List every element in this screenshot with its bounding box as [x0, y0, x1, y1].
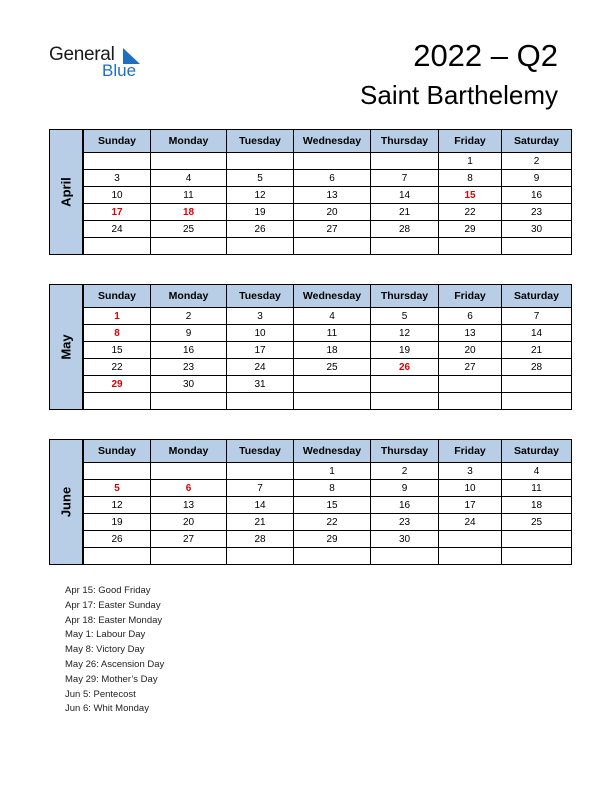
day-cell: 5: [371, 308, 439, 325]
day-cell: 15: [294, 497, 371, 514]
month-label-column: [49, 129, 83, 255]
holiday-day-cell: 8: [84, 325, 151, 342]
weekday-header: Wednesday: [294, 130, 371, 153]
weekday-header: Saturday: [502, 440, 572, 463]
week-row: [84, 238, 572, 255]
day-cell: [151, 463, 227, 480]
day-cell: 20: [294, 204, 371, 221]
day-cell: [371, 238, 439, 255]
weekday-header: Sunday: [84, 130, 151, 153]
month-label-column: [49, 284, 83, 410]
holiday-list-item: Apr 15: Good Friday: [65, 585, 151, 596]
day-cell: [227, 393, 294, 410]
day-cell: 10: [439, 480, 502, 497]
week-row: [84, 359, 572, 376]
week-row: [84, 342, 572, 359]
day-cell: 6: [439, 308, 502, 325]
day-cell: 27: [151, 531, 227, 548]
day-cell: [84, 153, 151, 170]
month-block-may: [49, 284, 564, 410]
weekday-header: Sunday: [84, 440, 151, 463]
day-cell: 9: [502, 170, 572, 187]
day-cell: 29: [439, 221, 502, 238]
day-cell: 8: [439, 170, 502, 187]
day-cell: 31: [227, 376, 294, 393]
day-cell: [151, 393, 227, 410]
holiday-list-item: May 1: Labour Day: [65, 629, 146, 641]
weekday-header: Sunday: [84, 285, 151, 308]
calendar-table: [83, 284, 572, 410]
day-cell: [294, 153, 371, 170]
day-cell: 24: [439, 514, 502, 531]
week-row: [84, 308, 572, 325]
holiday-list-item: Jun 6: Whit Monday: [65, 703, 149, 715]
day-cell: 24: [227, 359, 294, 376]
page-subtitle: Saint Barthelemy: [360, 80, 558, 110]
holiday-list-item: Jun 5: Pentecost: [65, 688, 136, 700]
week-row: [84, 187, 572, 204]
day-cell: 7: [371, 170, 439, 187]
day-cell: 9: [371, 480, 439, 497]
day-cell: 15: [84, 342, 151, 359]
day-cell: 16: [371, 497, 439, 514]
holiday-day-cell: 1: [84, 308, 151, 325]
day-cell: [294, 393, 371, 410]
week-row: [84, 221, 572, 238]
day-cell: 17: [439, 497, 502, 514]
week-row: [84, 531, 572, 548]
day-cell: 12: [227, 187, 294, 204]
day-cell: 1: [439, 153, 502, 170]
day-cell: 21: [227, 514, 294, 531]
day-cell: 16: [151, 342, 227, 359]
day-cell: 19: [227, 204, 294, 221]
day-cell: 10: [84, 187, 151, 204]
day-cell: 3: [227, 308, 294, 325]
day-cell: 7: [227, 480, 294, 497]
day-cell: 4: [294, 308, 371, 325]
month-block-june: [49, 439, 564, 565]
day-cell: 28: [227, 531, 294, 548]
weekday-header-row: [84, 440, 572, 463]
weekday-header: Thursday: [371, 285, 439, 308]
day-cell: 10: [227, 325, 294, 342]
day-cell: 22: [294, 514, 371, 531]
day-cell: 13: [439, 325, 502, 342]
month-label: June: [58, 486, 74, 518]
day-cell: 21: [502, 342, 572, 359]
day-cell: 20: [439, 342, 502, 359]
day-cell: 25: [151, 221, 227, 238]
day-cell: [371, 153, 439, 170]
holiday-list-item: Apr 17: Easter Sunday: [65, 599, 161, 611]
day-cell: [371, 393, 439, 410]
day-cell: [439, 376, 502, 393]
day-cell: 18: [502, 497, 572, 514]
weekday-header: Monday: [151, 130, 227, 153]
day-cell: 26: [227, 221, 294, 238]
day-cell: 25: [502, 514, 572, 531]
week-row: [84, 480, 572, 497]
day-cell: 27: [439, 359, 502, 376]
day-cell: [502, 238, 572, 255]
day-cell: [439, 548, 502, 565]
holiday-list-item: May 8: Victory Day: [65, 644, 145, 656]
day-cell: 2: [371, 463, 439, 480]
month-label: May: [58, 334, 74, 360]
day-cell: [151, 548, 227, 565]
day-cell: 17: [227, 342, 294, 359]
day-cell: 3: [439, 463, 502, 480]
holiday-day-cell: 26: [371, 359, 439, 376]
holiday-list-item: Apr 18: Easter Monday: [65, 614, 163, 626]
week-row: [84, 153, 572, 170]
day-cell: [151, 153, 227, 170]
day-cell: [227, 548, 294, 565]
holiday-day-cell: 5: [84, 480, 151, 497]
day-cell: 19: [84, 514, 151, 531]
day-cell: 23: [151, 359, 227, 376]
day-cell: 21: [371, 204, 439, 221]
day-cell: [84, 238, 151, 255]
weekday-header: Tuesday: [227, 285, 294, 308]
holiday-day-cell: 17: [84, 204, 151, 221]
day-cell: [439, 393, 502, 410]
day-cell: 24: [84, 221, 151, 238]
day-cell: 28: [371, 221, 439, 238]
calendar-table: [83, 439, 572, 565]
weekday-header: Thursday: [371, 130, 439, 153]
day-cell: 11: [294, 325, 371, 342]
page-title: 2022 – Q2: [413, 38, 558, 73]
weekday-header: Wednesday: [294, 440, 371, 463]
day-cell: 14: [371, 187, 439, 204]
week-row: [84, 204, 572, 221]
day-cell: 23: [371, 514, 439, 531]
day-cell: 5: [227, 170, 294, 187]
day-cell: [294, 238, 371, 255]
brand-name-general: General: [49, 44, 115, 65]
weekday-header: Tuesday: [227, 130, 294, 153]
weekday-header: Friday: [439, 130, 502, 153]
day-cell: 13: [151, 497, 227, 514]
day-cell: [502, 376, 572, 393]
week-row: [84, 514, 572, 531]
day-cell: 9: [151, 325, 227, 342]
day-cell: 1: [294, 463, 371, 480]
day-cell: 2: [502, 153, 572, 170]
day-cell: 29: [294, 531, 371, 548]
holiday-list: [65, 584, 164, 717]
day-cell: [439, 238, 502, 255]
month-label: April: [58, 177, 74, 207]
month-block-april: [49, 129, 564, 255]
holiday-day-cell: 18: [151, 204, 227, 221]
week-row: [84, 393, 572, 410]
day-cell: [84, 393, 151, 410]
weekday-header: Friday: [439, 285, 502, 308]
holiday-day-cell: 29: [84, 376, 151, 393]
weekday-header: Thursday: [371, 440, 439, 463]
day-cell: [227, 238, 294, 255]
calendar-table: [83, 129, 572, 255]
day-cell: 25: [294, 359, 371, 376]
day-cell: 26: [84, 531, 151, 548]
day-cell: 7: [502, 308, 572, 325]
day-cell: 3: [84, 170, 151, 187]
day-cell: 11: [151, 187, 227, 204]
month-label-column: [49, 439, 83, 565]
day-cell: 4: [502, 463, 572, 480]
day-cell: [502, 393, 572, 410]
day-cell: [502, 531, 572, 548]
week-row: [84, 170, 572, 187]
day-cell: 14: [227, 497, 294, 514]
weekday-header: Wednesday: [294, 285, 371, 308]
day-cell: 12: [84, 497, 151, 514]
day-cell: 30: [502, 221, 572, 238]
day-cell: 30: [371, 531, 439, 548]
brand-name-blue: Blue: [102, 61, 137, 80]
weekday-header: Saturday: [502, 130, 572, 153]
day-cell: 18: [294, 342, 371, 359]
day-cell: [227, 153, 294, 170]
weekday-header: Saturday: [502, 285, 572, 308]
day-cell: 4: [151, 170, 227, 187]
week-row: [84, 497, 572, 514]
day-cell: 22: [84, 359, 151, 376]
day-cell: 12: [371, 325, 439, 342]
day-cell: [294, 376, 371, 393]
day-cell: [502, 548, 572, 565]
weekday-header: Monday: [151, 285, 227, 308]
weekday-header: Friday: [439, 440, 502, 463]
day-cell: [227, 463, 294, 480]
day-cell: 28: [502, 359, 572, 376]
week-row: [84, 325, 572, 342]
day-cell: [151, 238, 227, 255]
day-cell: 30: [151, 376, 227, 393]
holiday-day-cell: 15: [439, 187, 502, 204]
week-row: [84, 548, 572, 565]
day-cell: 19: [371, 342, 439, 359]
day-cell: [371, 376, 439, 393]
day-cell: [84, 548, 151, 565]
holiday-day-cell: 6: [151, 480, 227, 497]
day-cell: 16: [502, 187, 572, 204]
week-row: [84, 463, 572, 480]
day-cell: 23: [502, 204, 572, 221]
weekday-header: Monday: [151, 440, 227, 463]
day-cell: [371, 548, 439, 565]
day-cell: 22: [439, 204, 502, 221]
week-row: [84, 376, 572, 393]
day-cell: 14: [502, 325, 572, 342]
day-cell: 20: [151, 514, 227, 531]
weekday-header: Tuesday: [227, 440, 294, 463]
day-cell: 11: [502, 480, 572, 497]
holiday-list-item: May 26: Ascension Day: [65, 658, 165, 670]
weekday-header-row: [84, 130, 572, 153]
holiday-list-item: May 29: Mother’s Day: [65, 673, 158, 685]
weekday-header-row: [84, 285, 572, 308]
day-cell: 8: [294, 480, 371, 497]
day-cell: [294, 548, 371, 565]
day-cell: [84, 463, 151, 480]
day-cell: 13: [294, 187, 371, 204]
day-cell: 6: [294, 170, 371, 187]
day-cell: 2: [151, 308, 227, 325]
day-cell: 27: [294, 221, 371, 238]
day-cell: [439, 531, 502, 548]
brand-logo: [49, 44, 159, 84]
